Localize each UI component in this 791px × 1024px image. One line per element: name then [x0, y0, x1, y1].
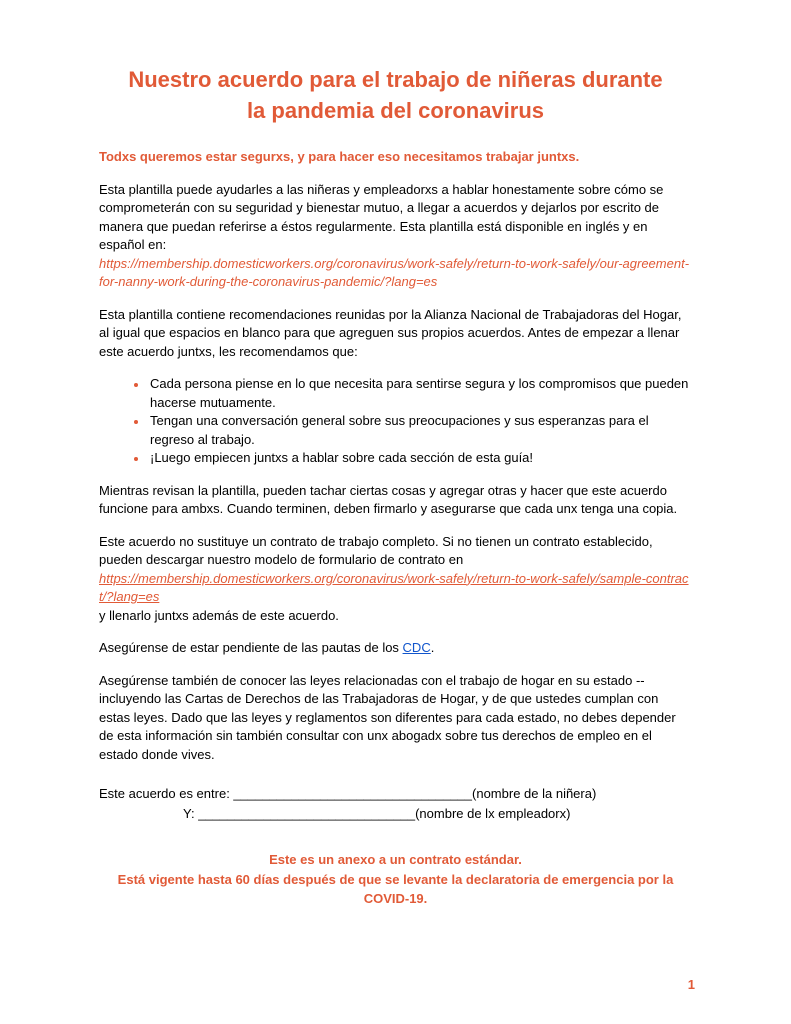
- cdc-paragraph-text: Asegúrense de estar pendiente de las pautas de los: [99, 640, 403, 655]
- bullet-item: • Tengan una conversación general sobre sus preocupaciones y sus esperanzas para el regreso al trabajo.: [148, 412, 692, 449]
- agreement-template-url-link[interactable]: https://membership.domesticworkers.org/coronavirus/work-safely/return-to-work-safely/our-agreement-for-nanny-work-during-the-coronavirus-pandemic/?lang=es: [99, 255, 690, 289]
- document-content: [99, 60, 692, 909]
- signature-nanny-blank: _________________________________: [233, 786, 473, 801]
- contract-paragraph: [99, 533, 692, 626]
- cdc-paragraph-period: .: [430, 640, 435, 655]
- signature-employer-blank: ______________________________: [198, 806, 416, 821]
- bullet-item: • Cada persona piense en lo que necesita para sentirse segura y los compromisos que pueden hacerse mutuamente.: [148, 375, 692, 412]
- bullet-item: • ¡Luego empiecen juntxs a hablar sobre cada sección de esta guía!: [148, 449, 692, 468]
- cdc-link[interactable]: CDC: [402, 640, 431, 655]
- template-intro-text: Esta plantilla puede ayudarles a las niñeras y empleadorxs a hablar honestamente sobre cómo se comprometerán con su seguridad y bienestar mutuo, a llegar a acuerdos y dejarlos por escrito de manera que puedan referirse a éstos regularmente. Esta plantilla está disponible en inglés y en español en:: [99, 181, 664, 252]
- signature-employer-label: Y:: [183, 806, 199, 821]
- signature-employer-suffix: (nombre de lx empleadorx): [415, 806, 571, 821]
- signature-line-employer: [183, 804, 692, 824]
- signature-nanny-label: Este acuerdo es entre:: [99, 786, 234, 801]
- page-title: [99, 60, 692, 126]
- review-paragraph: Mientras revisan la plantilla, pueden tachar ciertas cosas y agregar otras y hacer que este acuerdo funcione para ambxs. Cuando terminen, deben firmarlo y asegurarse que cada unx tenga una copia.: [99, 482, 678, 516]
- recommendations-paragraph: Esta plantilla contiene recomendaciones reunidas por la Alianza Nacional de Trabajadoras del Hogar, al igual que espacios en blanco para que agreguen sus propios acuerdos. Antes de empezar a llenar este acuerdo juntxs, les recomendamos que:: [99, 306, 682, 359]
- page-title-line-2: la pandemia del coronavirus: [246, 98, 545, 123]
- contract-paragraph-text: Este acuerdo no sustituye un contrato de trabajo completo. Si no tienen un contrato establecido, pueden descargar nuestro modelo de formulario de contrato en: [99, 533, 653, 567]
- cdc-paragraph: [99, 639, 692, 658]
- footer-note-line-3: COVID-19.: [363, 891, 428, 906]
- contract-paragraph-after: y llenarlo juntxs además de este acuerdo.: [99, 607, 339, 623]
- sample-contract-url-link[interactable]: https://membership.domesticworkers.org/coronavirus/work-safely/return-to-work-safely/sample-contract/?lang=es: [99, 570, 689, 604]
- footer-note-line-1: Este es un anexo a un contrato estándar.: [269, 852, 522, 867]
- signature-line-nanny: [99, 784, 692, 804]
- recommendations-list: [99, 375, 692, 468]
- signature-nanny-suffix: (nombre de la niñera): [472, 786, 597, 801]
- lead-statement: Todxs queremos estar segurxs, y para hacer eso necesitamos trabajar juntxs.: [99, 149, 580, 164]
- page-title-line-1: Nuestro acuerdo para el trabajo de niñeras durante: [128, 67, 663, 92]
- footer-note: [99, 850, 692, 909]
- template-intro-paragraph: [99, 181, 692, 292]
- signature-block: [99, 784, 692, 824]
- laws-paragraph: Asegúrense también de conocer las leyes relacionadas con el trabajo de hogar en su estado -- incluyendo las Cartas de Derechos de las Trabajadoras de Hogar, y de que ustedes cumplan con estas leyes. Dado que las leyes y reglamentos son diferentes para cada estado, no debes depender de esta información sin también consultar con unx abogadx sobre tus derechos de empleo en el estado donde vives.: [99, 672, 676, 762]
- footer-note-line-2: Está vigente hasta 60 días después de que se levante la declaratoria de emergencia por la: [117, 871, 674, 887]
- page-number: 1: [687, 977, 695, 992]
